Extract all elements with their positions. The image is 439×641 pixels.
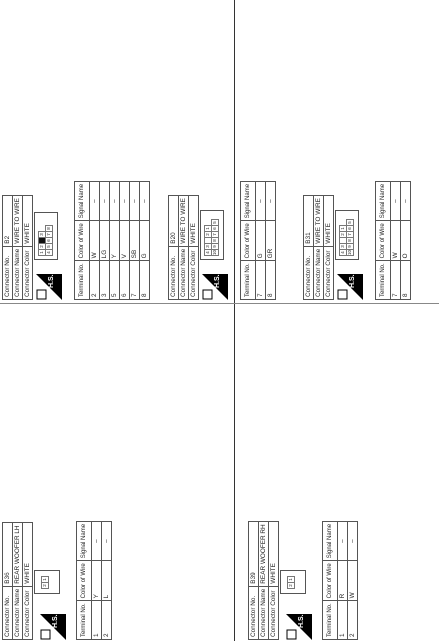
pin: 1 (42, 578, 47, 581)
connector-pin-grid (339, 219, 354, 256)
connector-info-table (248, 521, 279, 640)
signal-name: – (120, 181, 130, 220)
connector-name-label: Connector Name (259, 586, 269, 639)
table-row (338, 521, 348, 639)
table-row (266, 181, 276, 299)
signal-name-header: Signal Name (77, 521, 92, 560)
wire-color: W (90, 221, 100, 261)
connector-color-label: Connector Color (324, 246, 334, 299)
pin: 1 (340, 227, 345, 230)
connector-no-label: Connector No. (169, 246, 179, 299)
terminal-no: 1 (92, 601, 102, 640)
connector-no-value: B2 (3, 196, 13, 247)
color-of-wire-header: Color of Wire (376, 221, 391, 261)
terminal-signal-table (240, 181, 276, 300)
connector-no-label: Connector No. (249, 586, 259, 639)
signal-name-header: Signal Name (323, 521, 338, 560)
pin: 6 (212, 227, 217, 230)
terminal-no: 8 (401, 261, 411, 300)
hs-symbol (40, 614, 66, 640)
pin: 2 (340, 233, 345, 236)
connector-pin-grid (38, 225, 53, 256)
hs-symbol (36, 274, 62, 300)
hs-label: H.S. (298, 614, 305, 628)
connector-lock-key (39, 238, 46, 244)
connector-color-value: WHITE (23, 523, 33, 586)
pin: 4 (205, 251, 210, 254)
signal-name-header: Signal Name (75, 181, 90, 220)
pin: 2 (39, 245, 44, 248)
terminal-signal-table (74, 181, 150, 300)
terminal-no: 1 (338, 601, 348, 640)
connector-info-table (303, 195, 334, 300)
color-of-wire-header: Color of Wire (77, 561, 92, 601)
signal-name: – (90, 181, 100, 220)
connector-no-label: Connector No. (304, 246, 314, 299)
pin: 9 (347, 245, 352, 248)
connector-info-table (2, 522, 33, 640)
terminal-no-header: Terminal No. (323, 601, 338, 640)
terminal-signal-table (76, 521, 112, 640)
color-of-wire-header: Color of Wire (241, 221, 256, 261)
pin: 2 (288, 584, 293, 587)
pin: 2 (205, 233, 210, 236)
wire-color: G (256, 221, 266, 261)
table-row (401, 181, 411, 299)
signal-name: – (391, 181, 401, 220)
connector-color-value: WHITE (23, 196, 33, 247)
connector-face-diagram (280, 570, 306, 594)
wire-color: W (391, 221, 401, 261)
pin: 8 (347, 239, 352, 242)
signal-name: – (102, 521, 112, 560)
connector-name-value: REAR WOOFER RH (259, 522, 269, 586)
connector-no-value: B39 (249, 522, 259, 586)
connector-name-value: REAR WOOFER LH (13, 523, 23, 586)
terminal-no-header: Terminal No. (77, 601, 92, 640)
table-row (256, 181, 266, 299)
terminal-no: 8 (266, 261, 276, 300)
connector-face-diagram (34, 570, 60, 594)
pin: 10 (212, 249, 217, 255)
signal-name-header: Signal Name (241, 181, 256, 220)
connector-name-value: WIRE TO WIRE (179, 196, 189, 247)
pin: 5 (46, 245, 51, 248)
pin: 8 (212, 239, 217, 242)
table-row (130, 181, 140, 299)
connector-color-value: WHITE (324, 196, 334, 247)
color-of-wire-header: Color of Wire (323, 561, 338, 601)
connector-face-diagram (200, 210, 224, 260)
signal-name: – (130, 181, 140, 220)
pin: 7 (212, 233, 217, 236)
wire-color: O (401, 221, 411, 261)
terminal-no: 2 (90, 261, 100, 300)
wire-color: SB (130, 221, 140, 261)
connector-info-table (2, 195, 33, 300)
terminal-no: 6 (120, 261, 130, 300)
wire-color: GR (266, 221, 276, 261)
table-row (92, 521, 102, 639)
table-row (110, 181, 120, 299)
table-row (348, 521, 358, 639)
signal-name: – (256, 181, 266, 220)
connector-pin-grid (287, 576, 295, 589)
pin: 1 (39, 251, 44, 254)
connector-lock-key (340, 237, 347, 243)
pin: 9 (212, 245, 217, 248)
connector-face-diagram (335, 210, 359, 260)
terminal-signal-table (375, 181, 411, 300)
hs-symbol (202, 274, 228, 300)
pin: 3 (205, 245, 210, 248)
terminal-no: 3 (100, 261, 110, 300)
pin: 8 (46, 227, 51, 230)
pin: 10 (347, 249, 352, 255)
terminal-no: 5 (110, 261, 120, 300)
connector-color-label: Connector Color (189, 246, 199, 299)
row-divider (0, 303, 439, 304)
terminal-no: 8 (140, 261, 150, 300)
connector-color-label: Connector Color (23, 246, 33, 299)
pin: 1 (205, 227, 210, 230)
terminal-no: 2 (102, 601, 112, 640)
pin: 6 (347, 227, 352, 230)
wire-color: V (120, 221, 130, 261)
connector-pin-grid (41, 576, 49, 589)
pin: 3 (340, 245, 345, 248)
hs-label: H.S. (48, 274, 55, 288)
hs-label: H.S. (52, 614, 59, 628)
terminal-no-header: Terminal No. (376, 261, 391, 300)
connector-lock-key (205, 237, 212, 243)
hs-label: H.S. (214, 274, 221, 288)
pin: 7 (46, 233, 51, 236)
signal-name: – (140, 181, 150, 220)
connector-name-label: Connector Name (13, 586, 23, 639)
table-row (391, 181, 401, 299)
connector-name-value: WIRE TO WIRE (13, 196, 23, 247)
pin: 4 (340, 251, 345, 254)
table-row (90, 181, 100, 299)
terminal-no: 7 (256, 261, 266, 300)
connector-face-diagram (34, 212, 58, 260)
wire-color: Y (92, 561, 102, 601)
table-row (120, 181, 130, 299)
connector-info-table (168, 195, 199, 300)
signal-name: – (266, 181, 276, 220)
pin: 2 (42, 584, 47, 587)
terminal-no: 7 (391, 261, 401, 300)
terminal-no-header: Terminal No. (241, 261, 256, 300)
signal-name: – (348, 521, 358, 560)
wire-color: R (338, 561, 348, 601)
connector-name-label: Connector Name (179, 246, 189, 299)
hs-label: H.S. (349, 274, 356, 288)
table-row (140, 181, 150, 299)
signal-name: – (401, 181, 411, 220)
terminal-no-header: Terminal No. (75, 261, 90, 300)
connector-no-label: Connector No. (3, 586, 13, 639)
terminal-no: 7 (130, 261, 140, 300)
connector-name-value: WIRE TO WIRE (314, 196, 324, 247)
connector-name-label: Connector Name (13, 246, 23, 299)
pin: 3 (39, 233, 44, 236)
connector-color-value: WHITE (269, 522, 279, 586)
wire-color: L (102, 561, 112, 601)
connector-pin-grid (204, 219, 219, 256)
wire-color: LG (100, 221, 110, 261)
signal-name-header: Signal Name (376, 181, 391, 220)
connector-no-value: B36 (3, 523, 13, 586)
connector-color-value: WHITE (189, 196, 199, 247)
pin: 5 (212, 221, 217, 224)
column-divider (234, 0, 235, 641)
signal-name: – (100, 181, 110, 220)
pin: 1 (288, 578, 293, 581)
connector-name-label: Connector Name (314, 246, 324, 299)
terminal-no: 2 (348, 601, 358, 640)
table-row (102, 521, 112, 639)
hs-symbol (286, 614, 312, 640)
connector-color-label: Connector Color (23, 586, 33, 639)
wire-color: G (140, 221, 150, 261)
pin: 6 (46, 239, 51, 242)
pin: 5 (347, 221, 352, 224)
wire-color: Y (110, 221, 120, 261)
connector-color-label: Connector Color (269, 586, 279, 639)
wire-color: W (348, 561, 358, 601)
pin: 4 (46, 251, 51, 254)
table-row (100, 181, 110, 299)
signal-name: – (110, 181, 120, 220)
terminal-signal-table (322, 521, 358, 640)
connector-no-label: Connector No. (3, 246, 13, 299)
connector-no-value: B31 (304, 196, 314, 247)
connector-no-value: B20 (169, 196, 179, 247)
color-of-wire-header: Color of Wire (75, 221, 90, 261)
signal-name: – (338, 521, 348, 560)
pin: 7 (347, 233, 352, 236)
signal-name: – (92, 521, 102, 560)
hs-symbol (337, 274, 363, 300)
